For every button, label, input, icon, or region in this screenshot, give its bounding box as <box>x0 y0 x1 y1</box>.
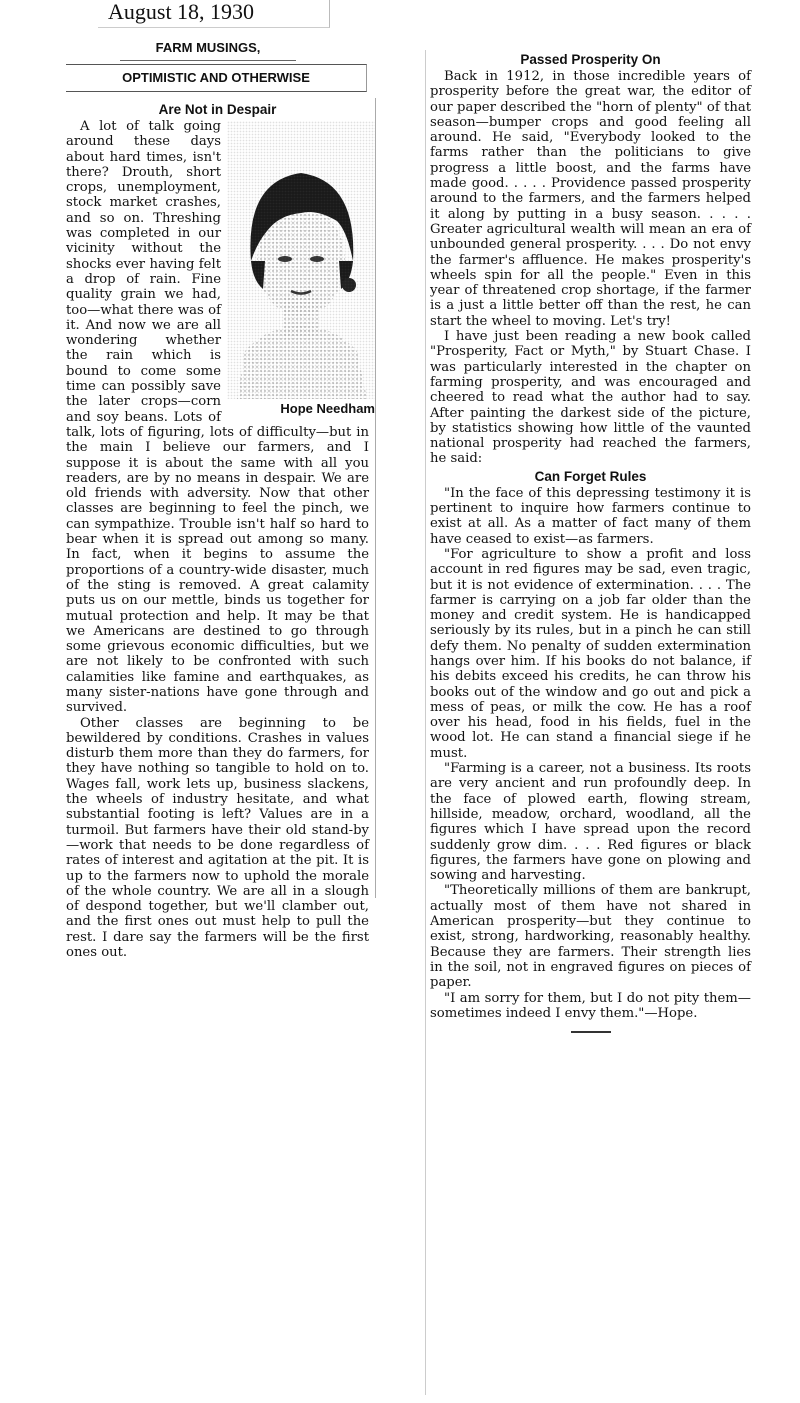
article-left-column <box>56 98 376 961</box>
column-name: FARM MUSINGS, <box>120 35 296 61</box>
paragraph: "Farming is a career, not a business. Its roots are very ancient and run profoundly deep. In the face of plowed earth, flowing stream, hillside, meadow, orchard, woodland, all the figures which I have spread upon the record suddenly grow dim. . . . Red figures or black figures, the farmers have gone on plowing and sowing and harvesting. <box>430 761 751 884</box>
article-title: Are Not in Despair <box>158 102 277 117</box>
paragraph: "For agriculture to show a profit and loss account in red figures may be sad, even tragic, but it is not evidence of extermination. . . . The farmer is carrying on a job far older than the money and credit system. He is handicapped seriously by its rules, but in a pinch he can still defy them. No penalty of sudden extermination hangs over him. If his books do not balance, if his debits exceed his credits, he can throw his books out of the window and go out and pick a mess of peas, or milk the cow. He has a roof over his head, food in his fields, fuel in the wood lot. He can stand a financial siege if he must. <box>430 546 751 761</box>
paragraph: "I am sorry for them, but I do not pity them—sometimes indeed I envy them."—Hope. <box>430 990 751 1021</box>
column-tagline: OPTIMISTIC AND OTHERWISE <box>66 64 367 92</box>
subheading: Passed Prosperity On <box>520 52 661 67</box>
clipping-date: August 18, 1930 <box>98 0 330 28</box>
paragraph: Other classes are beginning to be bewildered by conditions. Crashes in values disturb them more than they do farmers, for they have nothing so tangible to hold on to. Wages fall, work lets up, business slackens, the wheels of industry hesitate, and what substantial footing is left? Values are in a turmoil. But farmers have their old stand-by—work that needs to be done regardless of rates of interest and agitation at the pit. It is up to the farmers now to uphold the morale of the whole country. We are all in a slough of despond together, but we'll clamber out, and the first ones out must help to pull the rest. I dare say the farmers will be the first ones out. <box>66 715 369 961</box>
author-portrait <box>227 121 375 421</box>
paragraph: I have just been reading a new book called "Prosperity, Fact or Myth," by Stuart Chase. I was particularly interested in the chapter on farming prosperity, and was encouraged and cheered to read what the author had to say. After painting the darkest side of the picture, by statistics showing how little of the vaunted national prosperity had reached the farmers, he said: <box>430 329 751 467</box>
paragraph: Back in 1912, in those incredible years of prosperity before the great war, the editor of our paper described the "horn of plenty" of that season—bumper crops and good feeling all around. He said, "Everybody looked to the farms rather than the politicians to give progress a little boost, and the farms have made good. . . . . Providence passed prosperity around to the farmers, and the farmers helped it along by putting in a busy season. . . . . Greater agricultural wealth will mean an era of unbounded general prosperity. . . . Do not envy the farmer's affluence. He makes prosperity's wheels spin for all the people." Even in this year of threatened crop shortage, if the farmer is a just a little better off than the rest, he can start the wheel to moving. Let's try! <box>430 69 751 329</box>
subheading: Can Forget Rules <box>534 468 647 484</box>
paragraph: "In the face of this depressing testimony it is pertinent to inquire how farmers continue to exist at all. As a matter of fact many of them have ceased to exist—as farmers. <box>430 485 751 547</box>
article-right-column <box>425 50 753 1395</box>
paragraph: "Theoretically millions of them are bankrupt, actually most of them have not shared in American prosperity—but they continue to exist, strong, hardworking, reasonably healthy. Because they are farmers. Their strength lies in the soil, not in engraved figures on pieces of paper. <box>430 883 751 991</box>
paragraph: A lot of talk going around these days about hard times, isn't there? Drouth, short crops, unemployment, stock market crashes, and so on. Threshing was completed in our vicinity without the shocks ever having felt a drop of rain. Fine quality grain we had, too—what there was of it. And now we are all wondering whether the rain which is bound to come some time can possibly save the later crops—corn and soy beans. Lots of talk, lots of figuring, lots of difficulty—but in the main I believe our farmers, and I suppose it is about the same with all you readers, are by no means in despair. We are old friends with adversity. Now that other classes are beginning to feel the pinch, we can sympathize. Trouble isn't half so hard to bear when it is spread out among so many. In fact, when it begins to assume the proportions of a country-wide disaster, much of the sting is removed. A great calamity puts us on our mettle, binds us together for mutual protection and help. It may be that we Americans are destined to go through some grievous economic difficulties, but we are not likely to be confronted with such calamities like famine and earthquakes, as many sister-nations have gone through and survived. <box>66 119 369 716</box>
photo-caption: Hope Needham <box>280 401 375 416</box>
portrait-photo-icon <box>227 121 375 399</box>
end-rule <box>571 1031 611 1033</box>
